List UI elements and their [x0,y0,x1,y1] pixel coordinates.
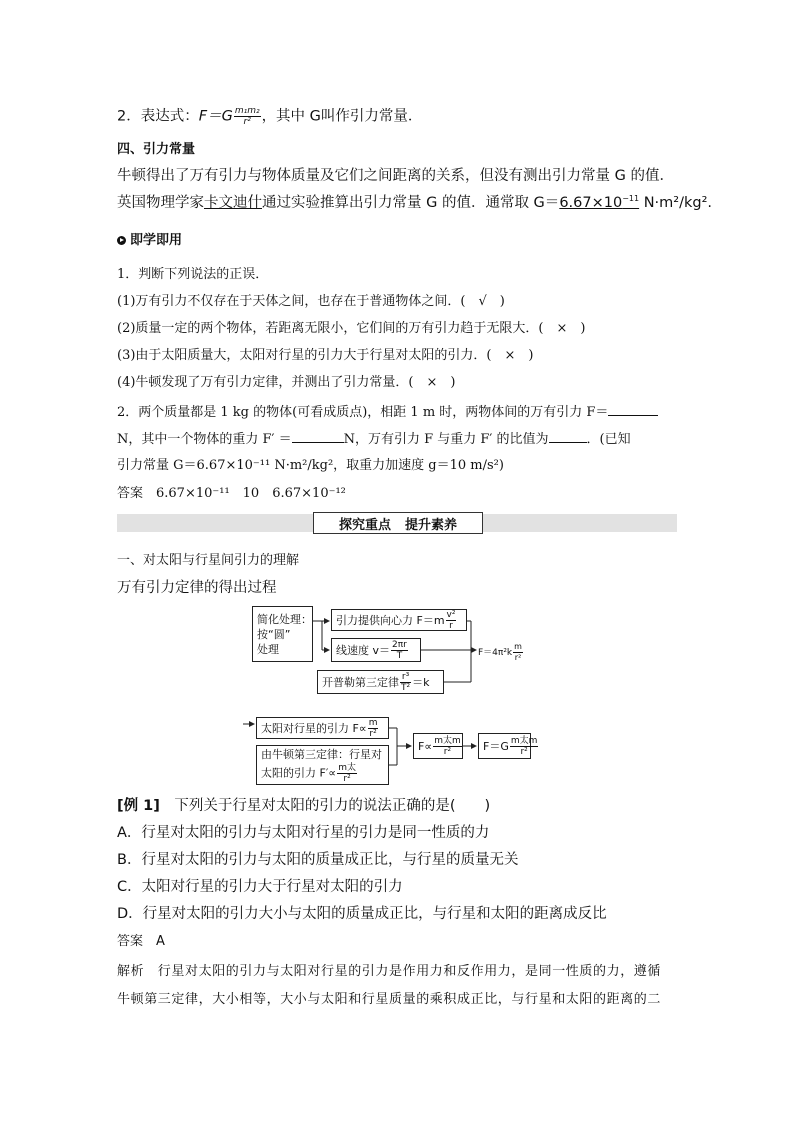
cavendish-name: 卡文迪什 [204,195,262,211]
question-1-item: (1)万有引力不仅存在于天体之间，也存在于普通物体之间．( √ ) [117,294,505,309]
linear-speed-box: 线速度 v＝ $\frac{2\pi r}{T}$ [331,638,421,662]
question-2-line-2: N，其中一个物体的重力 F′ ＝ N，万有引力 F 与重力 F′ 的比值为 ．(已知 [117,432,631,447]
question-2-line-1: 2．两个质量都是 1 kg 的物体(可看成质点)，相距 1 m 时，两物体间的万有引力 F＝ [117,403,658,422]
sun-on-planet-box: 太阳对行星的引力 F∝ $\frac{m}{\text{r²}}$ [256,717,389,739]
formula-f: F＝G [198,108,233,125]
expression-suffix: ，其中 G叫作引力常量． [261,108,423,125]
question-2-line-3: 引力常量 G＝6.67×10⁻¹¹ N·m²/kg²，取重力加速度 g＝10 m/s²) [117,458,504,473]
paragraph-newton: 牛顿得出了万有引力与物体质量及它们之间距离的关系，但没有测出引力常量 G 的值． [117,168,674,184]
question-1-item: (2)质量一定的两个物体，若距离无限小，它们间的万有引力趋于无限大．( × ) [117,321,586,336]
section-banner: 探究重点 提升素养 [313,512,483,534]
final-law-box: F＝G $\frac{\text{m太m}}{\text{r²}}$ [478,733,531,759]
practice-heading: 即学即用 [117,232,182,250]
question-1-item: (3)由于太阳质量大，太阳对行星的引力大于行星对太阳的引力．( × ) [117,348,534,363]
option-c[interactable]: C．太阳对行星的引力大于行星对太阳的引力 [117,879,403,895]
option-b[interactable]: B．行星对太阳的引力与太阳的质量成正比，与行星的质量无关 [117,852,519,868]
simplify-box: 简化处理： 按“圆” 处理 [252,606,313,662]
example-1-analysis-line-2: 牛顿第三定律，大小相等，大小与太阳和行星质量的乘积成正比，与行星和太阳的距离的二 [117,992,662,1007]
result-formula: F＝4π²k $\frac{m}{\text{r²}}$ [478,642,522,662]
example-1-analysis-line-1: 解析 行星对太阳的引力与太阳对行星的引力是作用力和反作用力，是同一性质的力，遵循 [117,964,662,979]
part-subheading: 万有引力定律的得出过程 [117,580,277,596]
example-1-question: [例 1] 下列关于行星对太阳的引力的说法正确的是( ) [117,798,491,814]
part-heading: 一、对太阳与行星间引力的理解 [117,553,300,568]
section-heading-gravitational-constant: 四、引力常量 [117,142,196,157]
kepler-third-law-box: 开普勒第三定律 $\frac{\text{r³}}{\text{T²}}$ ＝k [317,670,444,694]
g-value: $6.67\times 10^{-11}$ [559,194,640,211]
question-1: 1．判断下列说法的正误． [117,267,269,282]
newton-third-law-box: 由牛顿第三定律：行星对 太阳的引力 F′∝ $\frac{\text{m太}}{\text{r²}}$ [256,745,389,785]
example-1-answer: 答案 A [117,934,165,949]
question-1-item: (4)牛顿发现了万有引力定律，并测出了引力常量．( × ) [117,375,456,390]
expression-prefix: 2．表达式： [117,108,199,125]
paragraph-cavendish: 英国物理学家卡文迪什通过实验推算出引力常量 G 的值．通常取 $G=6.67\times 10^{-11}$ N·m²/kg². [117,194,713,211]
formula-fraction: $\frac{\text{m₁m₂}}{\text{r²}}$ [234,106,260,127]
option-d[interactable]: D．行星对太阳的引力大小与太阳的质量成正比，与行星和太阳的距离成反比 [117,906,607,922]
proportional-box: F∝ $\frac{\text{m太m}}{\text{r²}}$ [413,733,463,759]
centripetal-force-box: 引力提供向心力 F＝m $\frac{\text{v²}}{r}$ [331,609,467,631]
option-a[interactable]: A．行星对太阳的引力与太阳对行星的引力是同一性质的力 [117,825,490,841]
practice-answer: 答案 6.67×10⁻¹¹ 10 6.67×10⁻¹² [117,486,346,501]
